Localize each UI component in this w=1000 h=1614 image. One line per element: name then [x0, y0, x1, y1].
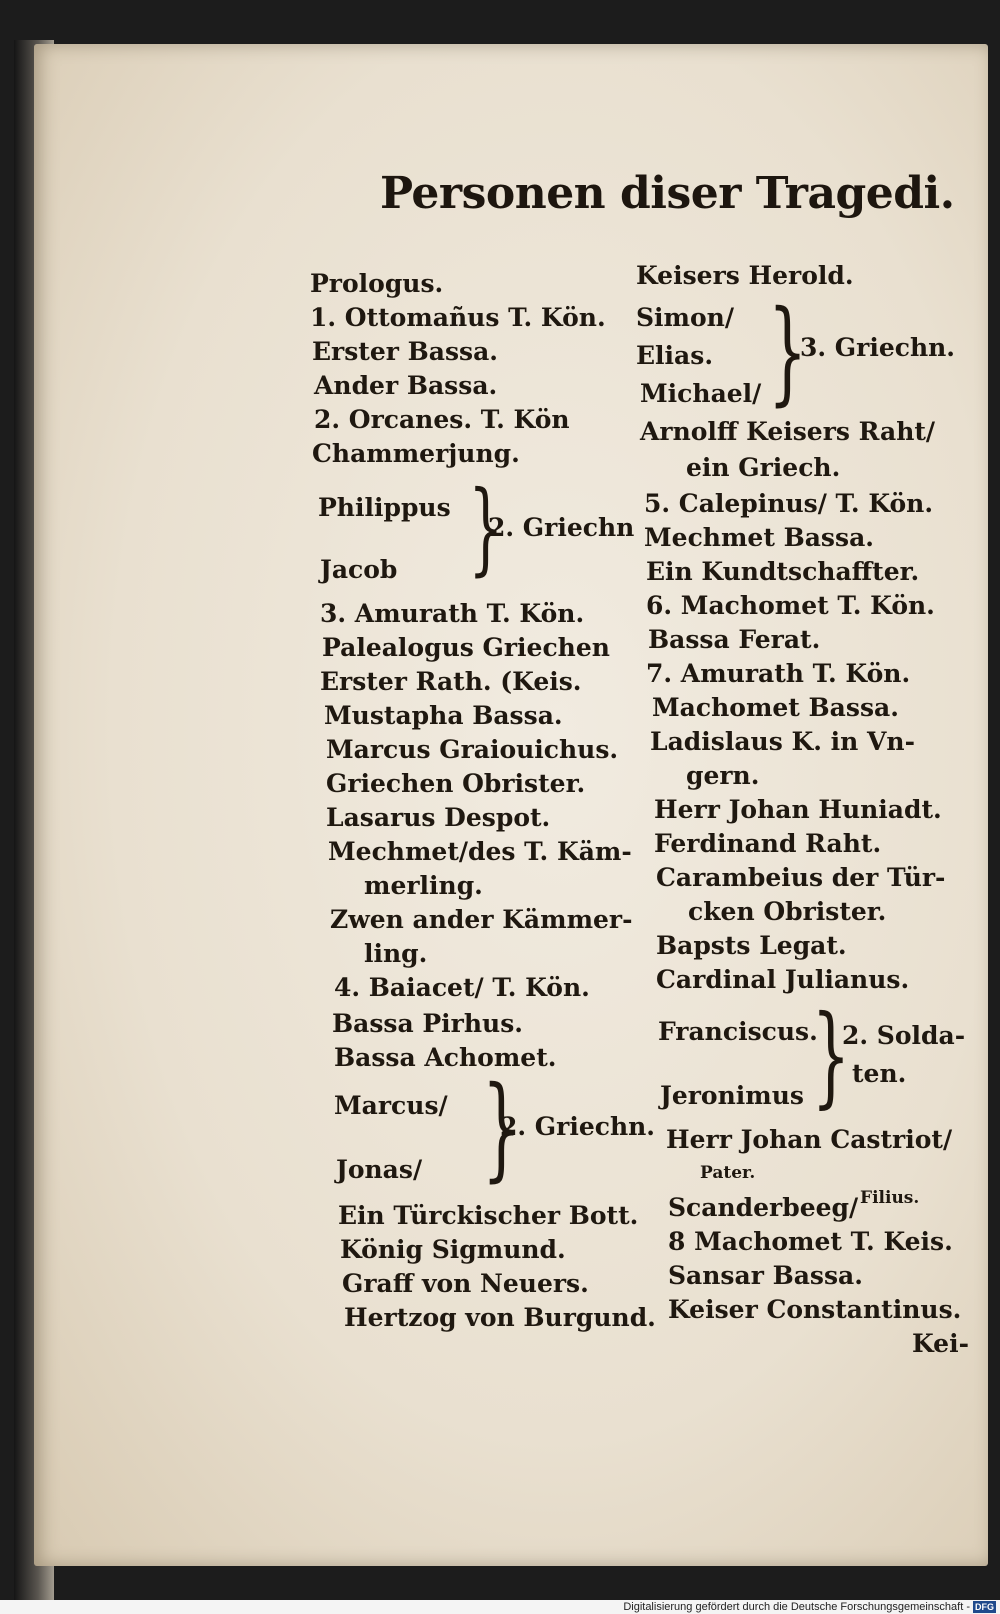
cast-entry: Elias. [636, 341, 714, 370]
cast-group-label: 2. Griechn [488, 513, 635, 542]
cast-entry: Bassa Pirhus. [332, 1009, 523, 1038]
dfg-logo: DFG [975, 1602, 994, 1612]
catchword: Kei- [912, 1329, 969, 1358]
left-brace: } [482, 1063, 522, 1193]
cast-entry: cken Obrister. [688, 897, 887, 926]
cast-entry: ein Griech. [686, 453, 841, 482]
cast-entry: ling. [364, 939, 428, 968]
cast-entry: Jeronimus [660, 1081, 804, 1110]
cast-group-label: ten. [852, 1059, 907, 1088]
cast-entry: Erster Rath. (Keis. [320, 667, 582, 696]
cast-entry: Arnolff Keisers Raht/ [640, 417, 936, 446]
cast-entry: Palealogus Griechen [322, 633, 610, 662]
cast-entry: Michael/ [640, 379, 762, 408]
cast-entry: Bapsts Legat. [656, 931, 847, 960]
cast-entry: Herr Johan Huniadt. [654, 795, 942, 824]
cast-entry: Mustapha Bassa. [324, 701, 563, 730]
cast-entry: 8 Machomet T. Keis. [668, 1227, 953, 1256]
cast-entry: Ladislaus K. in Vn- [650, 727, 915, 756]
cast-entry: Ein Kundtschaffter. [646, 557, 920, 586]
cast-entry: Keisers Herold. [636, 261, 854, 290]
cast-entry: Franciscus. [658, 1017, 818, 1046]
cast-entry: Philippus [318, 493, 451, 522]
cast-group-label: 3. Griechn. [800, 333, 956, 362]
cast-entry: Graff von Neuers. [342, 1269, 589, 1298]
cast-entry: Scanderbeeg/ [668, 1193, 859, 1222]
page-title: Personen diser Tragedi. [380, 168, 955, 219]
cast-note: Filius. [860, 1188, 920, 1208]
cast-entry: Ander Bassa. [314, 371, 498, 400]
cast-entry: 3. Amurath T. Kön. [320, 599, 585, 628]
cast-entry: Zwen ander Kämmer- [330, 905, 633, 934]
cast-entry: Carambeius der Tür- [656, 863, 946, 892]
cast-group-label: 2. Solda- [842, 1021, 966, 1050]
cast-entry: Herr Johan Castriot/ [666, 1125, 953, 1154]
cast-entry: Mechmet/des T. Käm- [328, 837, 632, 866]
left-brace: } [468, 469, 504, 586]
cast-entry: 2. Orcanes. T. Kön [314, 405, 570, 434]
cast-entry: Mechmet Bassa. [644, 523, 874, 552]
right-brace: } [768, 287, 808, 417]
cast-entry: Lasarus Despot. [326, 803, 551, 832]
cast-entry: 4. Baiacet/ T. Kön. [334, 973, 590, 1002]
cast-entry: Sansar Bassa. [668, 1261, 863, 1290]
cast-entry: Bassa Achomet. [334, 1043, 557, 1072]
cast-entry: 6. Machomet T. Kön. [646, 591, 935, 620]
cast-entry: gern. [686, 761, 760, 790]
cast-entry: Chammerjung. [312, 439, 520, 468]
cast-entry: Simon/ [636, 303, 734, 332]
cast-entry: Jacob [320, 555, 398, 584]
cast-entry: 1. Ottomañus T. Kön. [310, 303, 606, 332]
cast-entry: Griechen Obrister. [326, 769, 586, 798]
cast-entry: Ferdinand Raht. [654, 829, 882, 858]
digitization-credit: Digitalisierung gefördert durch die Deutsche Forschungsgemeinschaft - [623, 1601, 970, 1613]
cast-entry: Keiser Constantinus. [668, 1295, 962, 1324]
cast-group-label: 2. Griechn. [500, 1112, 656, 1141]
right-brace: } [811, 991, 851, 1119]
cast-entry: König Sigmund. [340, 1235, 566, 1264]
cast-entry: Marcus Graiouichus. [326, 735, 619, 764]
cast-entry: merling. [364, 871, 483, 900]
cast-entry: 5. Calepinus/ T. Kön. [644, 489, 934, 518]
cast-entry: Ein Türckischer Bott. [338, 1201, 639, 1230]
cast-entry: Hertzog von Burgund. [344, 1303, 656, 1332]
cast-entry: Jonas/ [336, 1155, 423, 1184]
cast-entry: Erster Bassa. [312, 337, 499, 366]
cast-entry: Prologus. [310, 269, 444, 298]
cast-entry: 7. Amurath T. Kön. [646, 659, 911, 688]
cast-entry: Machomet Bassa. [652, 693, 899, 722]
cast-entry: Cardinal Julianus. [656, 965, 910, 994]
cast-note: Pater. [700, 1163, 756, 1183]
cast-entry: Bassa Ferat. [648, 625, 821, 654]
cast-entry: Marcus/ [334, 1091, 448, 1120]
